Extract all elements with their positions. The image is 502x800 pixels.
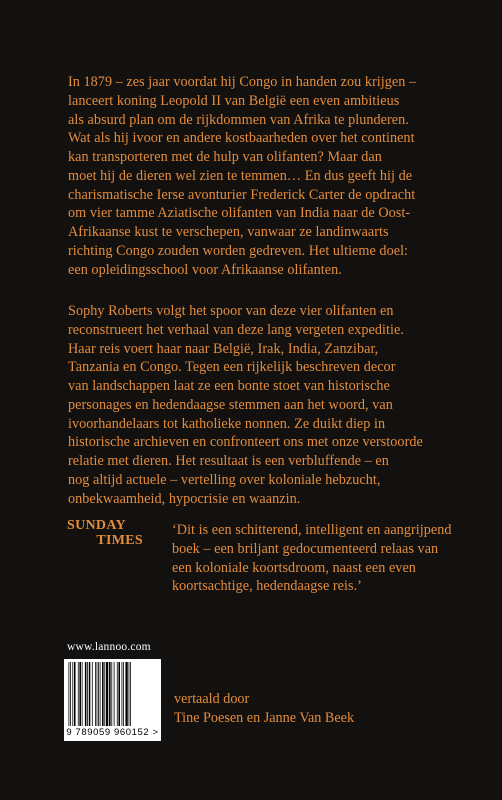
blurb-line: Wat als hij ivoor en andere kostbaarheden over het continent (68, 130, 415, 147)
barcode-bars (68, 662, 157, 726)
blurb-paragraph-2 (68, 302, 448, 508)
blurb-line: In 1879 – zes jaar voordat hij Congo in handen zou krijgen – (68, 74, 417, 90)
blurb-line: ivoorhandelaars tot katholieke nonnen. Ze duikt diep in (68, 415, 386, 432)
blurb-line: kan transporteren met de hulp van olifanten? Maar dan (68, 149, 382, 165)
blurb-line: Tanzania en Congo. Tegen een rijkelijk beschreven decor (68, 359, 396, 376)
blurb-line: relatie met dieren. Het resultaat is een verbluffende – en (68, 453, 389, 469)
blurb-line: personages en hedendaagse stemmen aan het woord, van (68, 396, 393, 413)
translated-by-label: vertaald door (174, 691, 250, 707)
blurb-line: Sophy Roberts volgt het spoor van deze vier olifanten en (68, 303, 394, 319)
sunday-times-logo (67, 518, 143, 548)
blurb-line: Haar reis voert haar naar België, Irak, India, Zanzibar, (68, 340, 379, 357)
quote-line: boek – een briljant gedocumenteerd relaas van (172, 540, 439, 557)
blurb-line: charismatische Ierse avonturier Frederick Carter de opdracht (68, 186, 416, 203)
logo-line-sunday: SUNDAY (67, 518, 126, 533)
review-quote (172, 521, 472, 596)
blurb-line: reconstrueert het verhaal van deze lang vergeten expeditie. (68, 321, 404, 338)
blurb-line: van landschappen laat ze een bonte stoet van historische (68, 378, 390, 394)
blurb-line: een opleidingsschool voor Afrikaanse olifanten. (68, 261, 342, 278)
blurb-line: als absurd plan om de rijkdommen van Afrika te plunderen. (68, 111, 409, 128)
blurb-line: lanceert koning Leopold II van België een even ambitieus (68, 92, 400, 109)
translator-names: Tine Poesen en Janne Van Beek (174, 710, 355, 726)
quote-line: een koloniale koortsdroom, naast een even (172, 559, 416, 576)
blurb-line: historische archieven en confronteert ons met onze verstoorde (68, 434, 423, 451)
isbn-number: 9 789059 960152 > (66, 727, 159, 738)
barcode (64, 659, 161, 741)
blurb-line: om vier tamme Aziatische olifanten van India naar de Oost- (68, 205, 411, 222)
publisher-website: www.lannoo.com (67, 641, 151, 653)
quote-line: koortsachtige, hedendaagse reis.’ (172, 578, 362, 595)
blurb-line: richting Congo zouden worden gedreven. Het ultieme doel: (68, 242, 409, 259)
quote-line: ‘Dit is een schitterend, intelligent en aangrijpend (172, 522, 452, 538)
blurb-line: onbekwaamheid, hypocrisie en waanzin. (68, 490, 301, 507)
logo-line-times: TIMES (96, 533, 143, 548)
blurb-paragraph-1 (68, 73, 448, 279)
blurb-line: nog altijd actuele – vertelling over koloniale hebzucht, (68, 471, 381, 488)
blurb-line: moet hij de dieren wel zien te temmen… En dus geeft hij de (68, 167, 413, 184)
blurb-line: Afrikaanse kust te verschepen, vanwaar ze landinwaarts (68, 224, 389, 240)
